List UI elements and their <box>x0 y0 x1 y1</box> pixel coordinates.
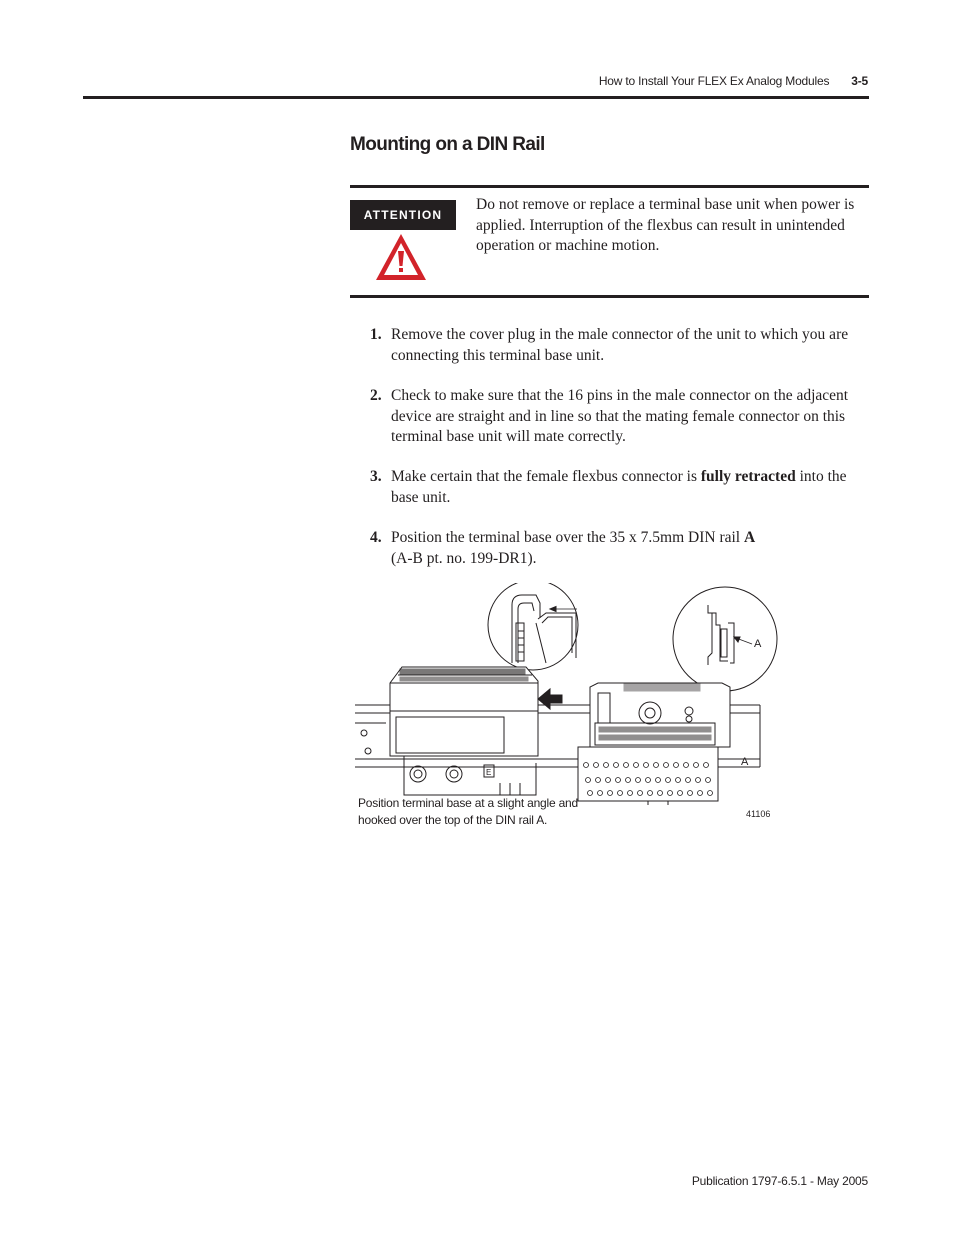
step-text-emphasis: A <box>744 529 756 546</box>
running-title: How to Install Your FLEX Ex Analog Modules <box>598 74 830 88</box>
step-text-part: Make certain that the female flexbus connector is <box>391 468 701 485</box>
step-text-emphasis: fully retracted <box>700 468 796 485</box>
step-number: 1. <box>370 326 382 343</box>
step-2 <box>370 386 870 448</box>
step-number: 3. <box>370 468 382 485</box>
figure-caption: Position terminal base at a slight angle and hooked over the top of the DIN rail A. <box>358 796 579 827</box>
push-arrow-icon <box>538 689 562 709</box>
step-text <box>391 467 870 508</box>
publication-footer: Publication 1797-6.5.1 - May 2005 <box>691 1174 868 1188</box>
section-title: Mounting on a DIN Rail <box>350 134 545 155</box>
adjacent-base-unit <box>578 683 730 805</box>
step-text <box>391 528 870 569</box>
callout-a-rail: A <box>741 756 749 768</box>
attention-bottom-rule <box>350 295 869 298</box>
terminal-base-module <box>390 667 538 795</box>
step-text-part: (A-B pt. no. 199-DR1). <box>391 549 537 567</box>
step-number: 4. <box>370 529 382 546</box>
running-header <box>599 74 868 88</box>
callout-a-detail: A <box>754 638 762 650</box>
rail-profile-detail <box>673 587 777 691</box>
step-text-part: into the base unit. <box>391 468 847 506</box>
page-number: 3-5 <box>851 74 868 88</box>
svg-text:E: E <box>486 768 492 777</box>
attention-top-rule <box>350 185 869 188</box>
header-rule <box>83 96 869 99</box>
step-text-part: Position the terminal base over the 35 x 7.5mm DIN rail <box>391 529 744 546</box>
warning-triangle-icon <box>373 231 429 283</box>
step-text: Check to make sure that the 16 pins in the male connector on the adjacent device are straight and in line so that the mating female connector on this terminal base unit will mate correctly. <box>391 387 849 445</box>
step-number: 2. <box>370 387 382 404</box>
step-1 <box>370 325 870 366</box>
step-4 <box>370 528 870 569</box>
connector-detail-zoom <box>488 583 578 670</box>
step-3 <box>370 467 870 508</box>
figure-id: 41106 <box>746 809 771 819</box>
attention-badge: ATTENTION <box>350 200 456 230</box>
step-text: Remove the cover plug in the male connector of the unit to which you are connecting this terminal base unit. <box>391 326 849 364</box>
attention-text: Do not remove or replace a terminal base unit when power is applied. Interruption of the flexbus can result in unintended operation or machine motion. <box>476 196 855 254</box>
